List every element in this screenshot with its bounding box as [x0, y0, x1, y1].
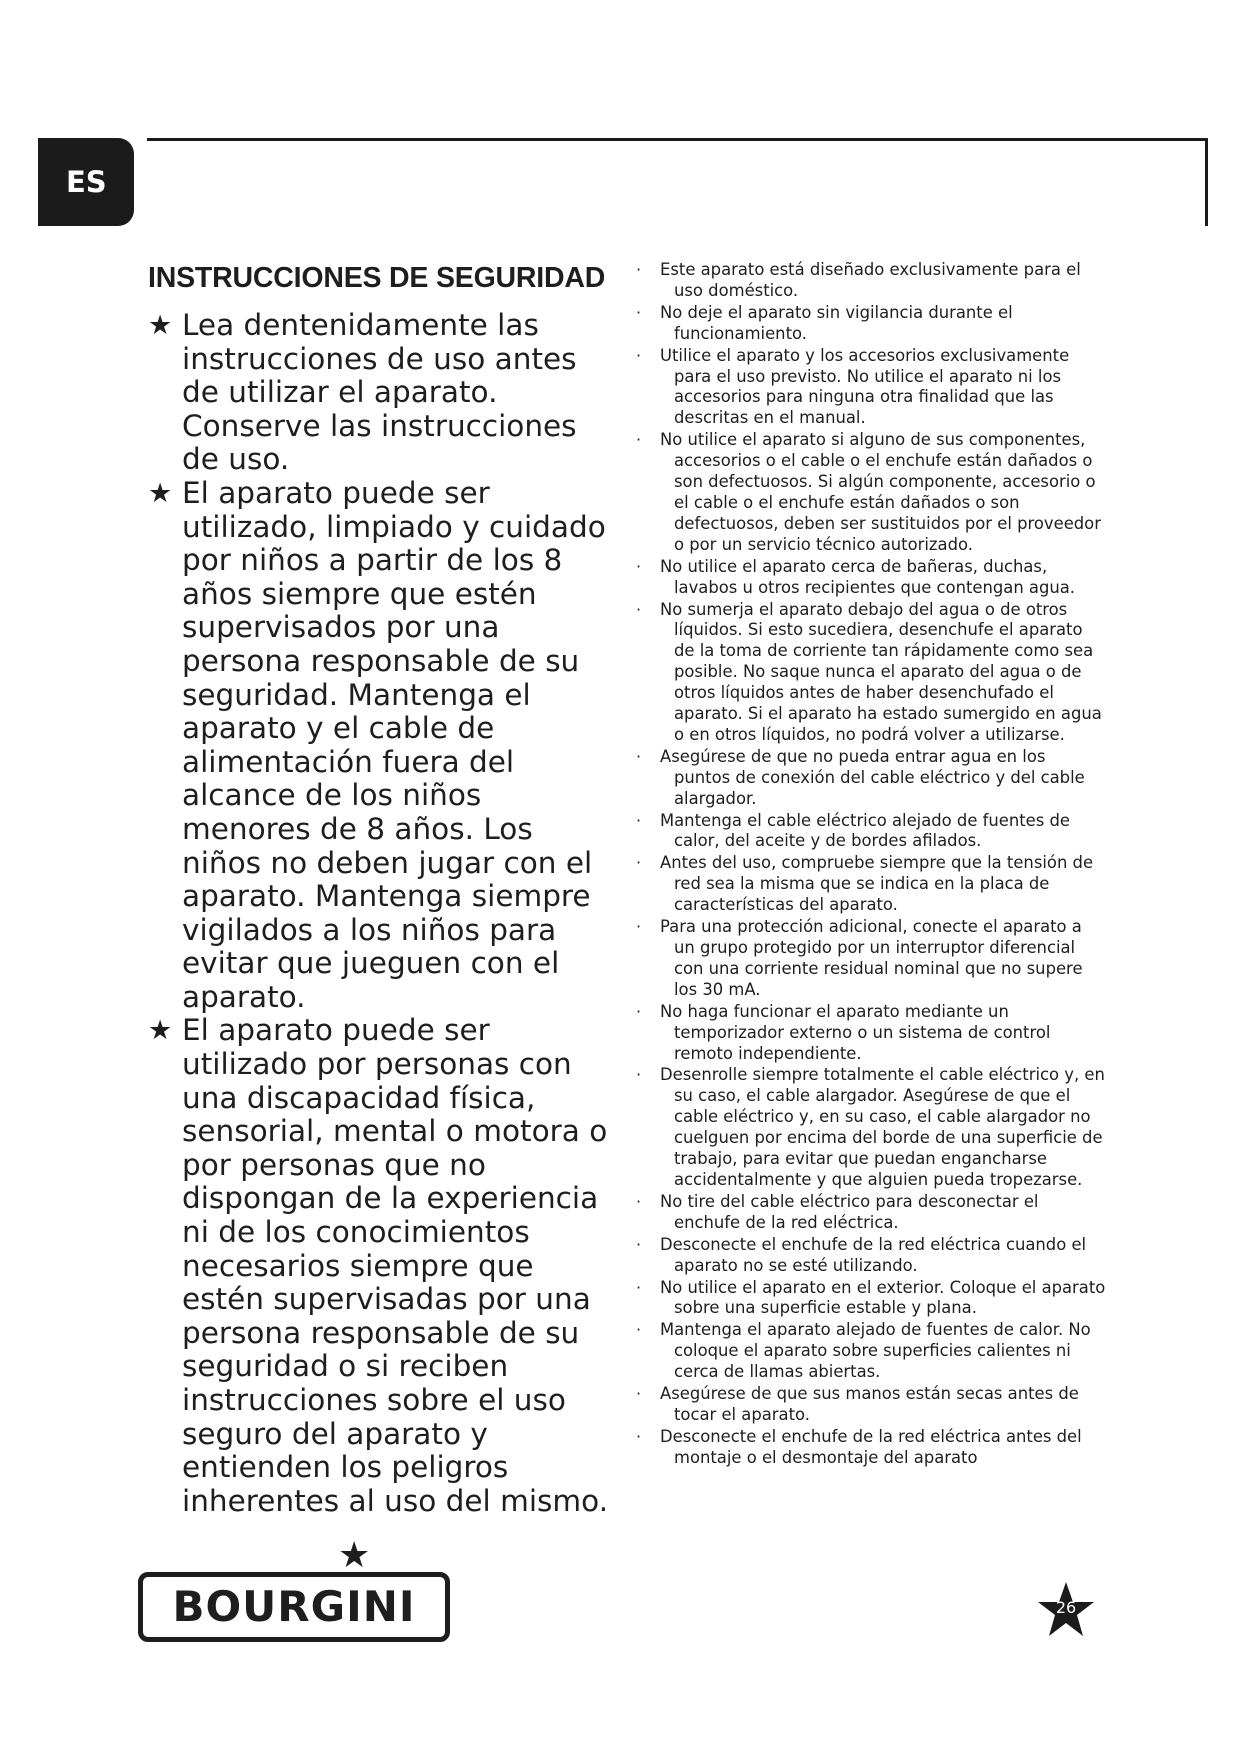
bullet-icon: ·	[636, 1320, 642, 1340]
bullet-icon: ·	[636, 917, 642, 937]
list-item	[148, 477, 618, 1015]
bullet-icon: ·	[636, 746, 642, 766]
brand-logo: BOURGINI	[138, 1572, 450, 1642]
star-icon: ★	[148, 477, 173, 509]
item-text: No utilice el aparato cerca de bañeras, duchas, lavabos u otros recipientes que contengan agua.	[660, 556, 1076, 597]
bullet-icon: ·	[636, 430, 642, 450]
list-item	[636, 917, 1106, 1001]
list-item	[636, 1002, 1106, 1065]
list-item	[636, 1384, 1106, 1426]
bullet-icon: ·	[636, 1191, 642, 1211]
list-item	[636, 557, 1106, 599]
list-item	[636, 1065, 1106, 1190]
item-text: El aparato puede ser utilizado, limpiado y cuidado por niños a partir de los 8 años siempre que estén supervisados por una persona responsable de su seguridad. Mantenga el aparato y el cable de alimentación fuera del alcance de los niños menores de 8 años. Los niños no deben jugar con el aparato. Mantenga siempre vigilados a los niños para evitar que jueguen con el aparato.	[182, 475, 606, 1014]
list-item	[636, 1192, 1106, 1234]
list-item	[636, 811, 1106, 853]
bullet-icon: ·	[636, 556, 642, 576]
item-text: No sumerja el aparato debajo del agua o de otros líquidos. Si esto sucediera, desenchufe el aparato de la toma de corriente tan rápidamente como sea posible. No saque nunca el aparato del agua o de otros líquidos antes de haber desenchufado el aparato. Si el aparato ha estado sumergido en agua o en otros líquidos, no podrá volver a utilizarse.	[660, 599, 1102, 744]
bullet-icon: ·	[636, 1426, 642, 1446]
item-text: Asegúrese de que no pueda entrar agua en los puntos de conexión del cable eléctrico y del cable alargador.	[660, 746, 1085, 808]
star-icon: ★	[148, 310, 173, 341]
list-item	[636, 430, 1106, 555]
bullet-icon: ·	[636, 810, 642, 830]
logo-star-icon: ★	[338, 1535, 371, 1576]
safety-detail-column	[636, 260, 1106, 1470]
list-item	[636, 1427, 1106, 1469]
item-text: No haga funcionar el aparato mediante un temporizador externo o un sistema de control remoto independiente.	[660, 1001, 1051, 1063]
item-text: No utilice el aparato en el exterior. Coloque el aparato sobre una superficie estable y plana.	[660, 1277, 1106, 1318]
item-text: Asegúrese de que sus manos están secas antes de tocar el aparato.	[660, 1384, 1079, 1424]
item-text: Lea dentenidamente las instrucciones de uso antes de utilizar el aparato. Conserve las instrucciones de uso.	[182, 308, 577, 477]
list-item	[636, 260, 1106, 302]
list-item	[148, 1014, 618, 1518]
item-text: Utilice el aparato y los accesorios exclusivamente para el uso previsto. No utilice el aparato ni los accesorios para ninguna otra finalidad que las descritas en el manual.	[660, 345, 1070, 428]
star-icon: ★	[148, 1015, 173, 1047]
page-number: 26	[1055, 1598, 1077, 1617]
header-rule-end	[1205, 138, 1208, 226]
bullet-icon: ·	[636, 599, 642, 619]
bullet-icon: ·	[636, 1277, 642, 1297]
list-item	[636, 303, 1106, 345]
item-text: Antes del uso, compruebe siempre que la tensión de red sea la misma que se indica en la placa de características del aparato.	[660, 853, 1094, 915]
bullet-icon: ·	[636, 1384, 642, 1404]
item-text: Desconecte el enchufe de la red eléctrica antes del montaje o el desmontaje del aparato	[660, 1426, 1082, 1467]
item-text: No deje el aparato sin vigilancia durante el funcionamiento.	[660, 302, 1013, 343]
bullet-icon: ·	[636, 260, 642, 279]
item-text: Desconecte el enchufe de la red eléctrica cuando el aparato no se esté utilizando.	[660, 1234, 1087, 1275]
list-item	[636, 1278, 1106, 1320]
list-item	[636, 346, 1106, 430]
list-item	[636, 853, 1106, 916]
list-item	[636, 1320, 1106, 1383]
safety-main-column	[148, 262, 618, 1518]
header-rule	[147, 138, 1208, 141]
list-item	[636, 600, 1106, 746]
list-item	[636, 747, 1106, 810]
item-text: Para una protección adicional, conecte el aparato a un grupo protegido por un interruptor diferencial con una corriente residual nominal que no supere los 30 mA.	[660, 917, 1083, 999]
main-safety-list	[148, 309, 618, 1518]
item-text: Mantenga el cable eléctrico alejado de fuentes de calor, del aceite y de bordes afilados.	[660, 810, 1070, 851]
item-text: Desenrolle siempre totalmente el cable eléctrico y, en su caso, el cable alargador. Asegúrese de que el cable eléctrico y, en su caso, el cable alargador no cuelguen por encima del borde de una superficie de trabajo, para evitar que puedan engancharse accidentalmente y que alguien pueda tropezarse.	[660, 1065, 1105, 1189]
section-title: INSTRUCCIONES DE SEGURIDAD	[148, 262, 606, 294]
bullet-icon: ·	[636, 853, 642, 873]
item-text: Mantenga el aparato alejado de fuentes de calor. No coloque el aparato sobre superficies calientes ni cerca de llamas abiertas.	[660, 1320, 1091, 1382]
detail-safety-list	[636, 260, 1106, 1469]
bullet-icon: ·	[636, 345, 642, 365]
item-text: No utilice el aparato si alguno de sus componentes, accesorios o el cable o el enchufe están dañados o son defectuosos. Si algún componente, accesorio o el cable o el enchufe están dañados o son defectuosos, deben ser sustituidos por el proveedor o por un servicio técnico autorizado.	[660, 430, 1101, 554]
bullet-icon: ·	[636, 302, 642, 322]
bullet-icon: ·	[636, 1065, 642, 1085]
list-item	[148, 309, 618, 477]
item-text: No tire del cable eléctrico para desconectar el enchufe de la red eléctrica.	[660, 1191, 1039, 1232]
item-text: El aparato puede ser utilizado por personas con una discapacidad física, sensorial, mental o motora o por personas que no dispongan de la experiencia ni de los conocimientos necesarios siempre que estén supervisadas por una persona responsable de su seguridad o si reciben instrucciones sobre el uso seguro del aparato y entienden los peligros inherentes al uso del mismo.	[182, 1013, 609, 1518]
list-item	[636, 1235, 1106, 1277]
bullet-icon: ·	[636, 1001, 642, 1021]
language-tab: ES	[38, 138, 134, 226]
bullet-icon: ·	[636, 1234, 642, 1254]
item-text: Este aparato está diseñado exclusivamente para el uso doméstico.	[660, 260, 1081, 300]
